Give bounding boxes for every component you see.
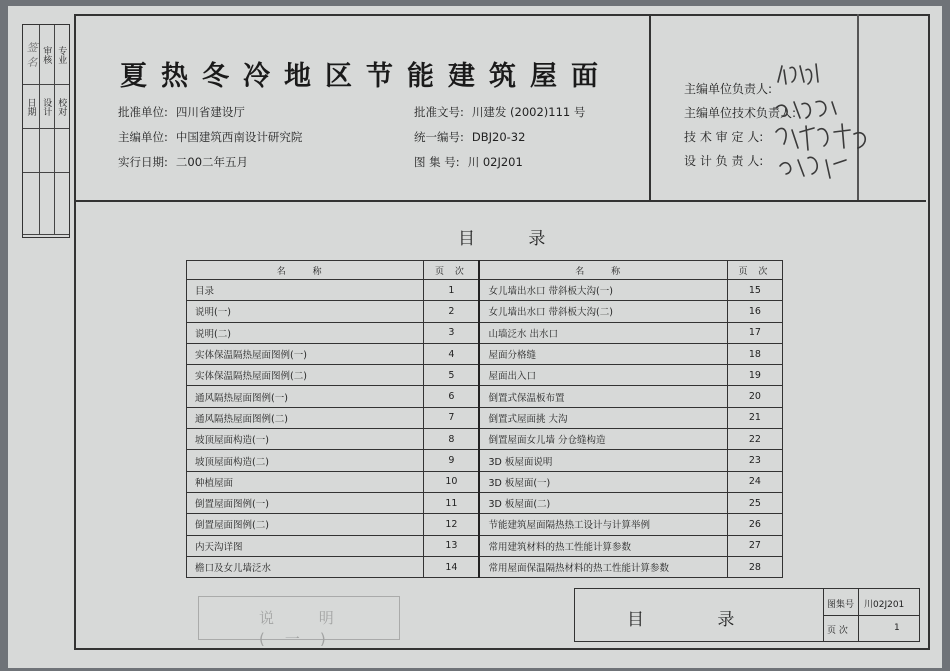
- toc-entry-page: 21: [727, 407, 782, 428]
- toc-entry-name: 倒置屋面图例(一): [187, 492, 424, 513]
- toc-entry-name: 山墙泛水 出水口: [479, 322, 727, 343]
- toc-entry-name: 种植屋面: [187, 471, 424, 492]
- toc-entry-name: 3D 板屋面(一): [479, 471, 727, 492]
- value: 川 02J201: [467, 155, 523, 169]
- signature-stroke: [780, 157, 846, 178]
- label: 主编单位:: [118, 130, 168, 144]
- margin-cell: 专业: [55, 25, 70, 85]
- toc-entry-page: 20: [727, 386, 782, 407]
- toc-entry-page: 17: [727, 322, 782, 343]
- toc-entry-page: 14: [424, 556, 480, 577]
- toc-row: [187, 514, 783, 535]
- toc-entry-page: 15: [727, 280, 782, 301]
- toc-entry-name: 常用屋面保温隔热材料的热工性能计算参数: [479, 556, 727, 577]
- responsible-designer: 设 计 负 责 人:: [684, 154, 764, 168]
- toc-entry-name: 3D 板屋面说明: [479, 450, 727, 471]
- signature-stroke: [776, 124, 865, 150]
- toc-entry-page: 26: [727, 514, 782, 535]
- margin-signature-box: [22, 24, 70, 238]
- toc-entry-page: 11: [424, 492, 480, 513]
- toc-entry-page: 27: [727, 535, 782, 556]
- signature-stroke: [776, 101, 836, 118]
- toc-entry-page: 13: [424, 535, 480, 556]
- drawing-sheet: [8, 6, 942, 668]
- toc-entry-page: 3: [424, 322, 480, 343]
- toc-entry-page: 16: [727, 301, 782, 322]
- responsible-technical: 主编单位技术负责人:: [684, 106, 797, 120]
- margin-cell: [23, 173, 40, 235]
- atlas-label: 图集号: [827, 600, 855, 610]
- margin-cell: [23, 129, 40, 173]
- margin-cell: 日期: [23, 85, 40, 129]
- toc-entry-page: 28: [727, 556, 782, 577]
- margin-cell: 设计: [40, 85, 55, 129]
- toc-entry-page: 23: [727, 450, 782, 471]
- label: 图 集 号:: [414, 155, 460, 169]
- footer-title-block: [574, 588, 920, 642]
- toc-entry-page: 9: [424, 450, 480, 471]
- value: 中国建筑西南设计研究院: [175, 130, 303, 144]
- toc-row: [187, 429, 783, 450]
- margin-cell: [55, 173, 70, 235]
- label: 实行日期:: [118, 155, 168, 169]
- toc-entry-page: 1: [424, 280, 480, 301]
- column-header: 页 次: [727, 261, 782, 280]
- toc-entry-page: 19: [727, 365, 782, 386]
- signature-stroke: [778, 64, 818, 84]
- toc-table: [186, 260, 783, 578]
- toc-entry-name: 常用建筑材料的热工性能计算参数: [479, 535, 727, 556]
- toc-row: [187, 471, 783, 492]
- value: 川建发 (2002)111 号: [471, 105, 586, 119]
- label: 统一编号:: [414, 130, 464, 144]
- toc-entry-name: 通风隔热屋面图例(一): [187, 386, 424, 407]
- atlas-value: 川02J201: [864, 600, 905, 610]
- toc-entry-name: 倒置屋面女儿墙 分仓缝构造: [479, 429, 727, 450]
- toc-entry-page: 8: [424, 429, 480, 450]
- document-title: 夏热冬冷地区节能建筑屋面: [120, 61, 612, 92]
- toc-entry-name: 倒置屋面图例(二): [187, 514, 424, 535]
- toc-entry-page: 4: [424, 343, 480, 364]
- toc-entry-name: 目录: [187, 280, 424, 301]
- toc-row: [187, 407, 783, 428]
- column-header: 页 次: [424, 261, 480, 280]
- editor-unit: [118, 129, 302, 145]
- label: 批准单位:: [118, 105, 168, 119]
- toc-row: [187, 343, 783, 364]
- toc-entry-name: 实体保温隔热屋面图例(二): [187, 365, 424, 386]
- column-header: 名 称: [479, 261, 727, 280]
- toc-entry-page: 25: [727, 492, 782, 513]
- toc-entry-page: 7: [424, 407, 480, 428]
- responsible-reviewer: 技 术 审 定 人:: [684, 130, 764, 144]
- toc-entry-page: 12: [424, 514, 480, 535]
- toc-entry-name: 檐口及女儿墙泛水: [187, 556, 424, 577]
- value: DBJ20-32: [471, 130, 526, 144]
- approval-unit: [118, 104, 245, 120]
- value: 四川省建设厅: [175, 105, 245, 119]
- toc-entry-name: 女儿墙出水口 带斜板大沟(一): [479, 280, 727, 301]
- label: 批准文号:: [414, 105, 464, 119]
- toc-header-row: [187, 261, 783, 280]
- toc-entry-name: 倒置式保温板布置: [479, 386, 727, 407]
- toc-row: [187, 492, 783, 513]
- unified-number: [414, 129, 525, 145]
- toc-entry-page: 22: [727, 429, 782, 450]
- title-block: [74, 14, 926, 202]
- page-value: 1: [894, 623, 900, 633]
- divider: [858, 589, 859, 641]
- approval-doc: [414, 104, 585, 120]
- margin-cell: 签 名: [23, 25, 40, 85]
- toc-entry-name: 通风隔热屋面图例(二): [187, 407, 424, 428]
- divider: [649, 14, 651, 200]
- toc-entry-name: 说明(一): [187, 301, 424, 322]
- toc-entry-name: 3D 板屋面(二): [479, 492, 727, 513]
- toc-entry-page: 6: [424, 386, 480, 407]
- toc-row: [187, 556, 783, 577]
- toc-body: [187, 280, 783, 578]
- toc-row: [187, 386, 783, 407]
- responsible-editor-unit: 主编单位负责人:: [684, 82, 773, 96]
- toc-entry-page: 24: [727, 471, 782, 492]
- toc-entry-page: 5: [424, 365, 480, 386]
- page-label: 页 次: [827, 626, 848, 636]
- ghost-text: 说 明(一): [259, 609, 354, 648]
- margin-cell: [55, 129, 70, 173]
- margin-cell: 审核: [40, 25, 55, 85]
- toc-row: [187, 322, 783, 343]
- toc-entry-name: 实体保温隔热屋面图例(一): [187, 343, 424, 364]
- effective-date: [118, 154, 248, 170]
- footer-title: 目 录: [627, 610, 769, 630]
- toc-row: [187, 280, 783, 301]
- toc-heading: 目 录: [458, 229, 570, 249]
- toc-entry-page: 10: [424, 471, 480, 492]
- toc-entry-name: 坡顶屋面构造(一): [187, 429, 424, 450]
- toc-row: [187, 535, 783, 556]
- toc-entry-name: 节能建筑屋面隔热热工设计与计算举例: [479, 514, 727, 535]
- toc-entry-page: 2: [424, 301, 480, 322]
- margin-cell: [40, 173, 55, 235]
- column-header: 名 称: [187, 261, 424, 280]
- toc-entry-name: 坡顶屋面构造(二): [187, 450, 424, 471]
- ghost-title-box: [198, 596, 400, 648]
- value: 二00二年五月: [175, 155, 249, 169]
- margin-cell: [40, 129, 55, 173]
- toc-entry-name: 内天沟详图: [187, 535, 424, 556]
- toc-entry-name: 屋面出入口: [479, 365, 727, 386]
- toc-entry-name: 说明(二): [187, 322, 424, 343]
- toc-entry-page: 18: [727, 343, 782, 364]
- handwritten-signatures: [770, 60, 920, 186]
- margin-cell: 校对: [55, 85, 70, 129]
- toc-row: [187, 365, 783, 386]
- footer-grid: [823, 589, 920, 641]
- toc-row: [187, 301, 783, 322]
- toc-entry-name: 女儿墙出水口 带斜板大沟(二): [479, 301, 727, 322]
- toc-entry-name: 屋面分格缝: [479, 343, 727, 364]
- divider: [824, 615, 920, 616]
- toc-entry-name: 倒置式屋面挑 大沟: [479, 407, 727, 428]
- toc-row: [187, 450, 783, 471]
- atlas-number: [414, 154, 523, 170]
